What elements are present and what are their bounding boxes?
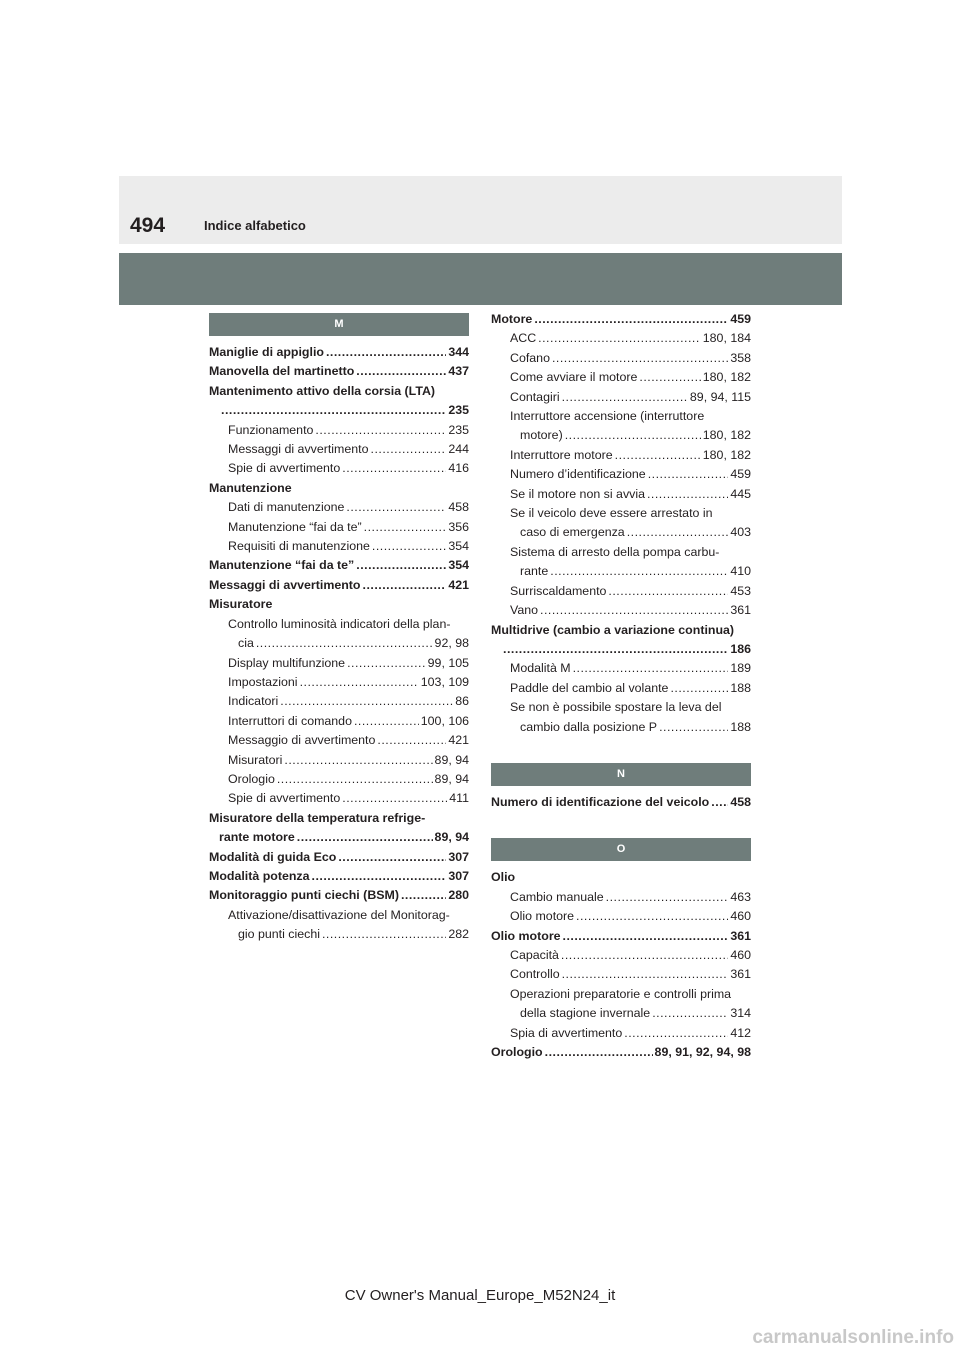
index-entry-page: 307 — [448, 868, 469, 883]
index-entry-page: 361 — [730, 603, 751, 618]
dot-leader — [256, 634, 433, 653]
index-entry — [491, 868, 751, 887]
index-entry — [209, 867, 469, 886]
index-entry-text: Olio motore — [491, 928, 561, 943]
index-entry-page: 361 — [730, 967, 751, 982]
index-entry — [491, 310, 751, 329]
dot-leader — [354, 712, 419, 731]
index-entry-text: Surriscaldamento — [510, 583, 607, 598]
index-entry — [209, 770, 469, 789]
index-entry — [491, 1004, 751, 1023]
index-entry — [491, 388, 751, 407]
dot-leader — [280, 692, 453, 711]
index-entry-text: Manutenzione “fai da te” — [209, 558, 355, 573]
index-entry — [209, 459, 469, 478]
index-entry — [209, 789, 469, 808]
dot-leader — [538, 329, 701, 348]
index-entry-text: Mantenimento attivo della corsia (LTA) — [209, 383, 436, 398]
dot-leader — [346, 498, 446, 517]
index-entry — [491, 329, 751, 348]
index-entry-page: 282 — [448, 927, 469, 942]
index-entry — [209, 809, 469, 828]
index-entry-page: 459 — [730, 312, 751, 326]
letter-heading-m: M — [209, 313, 469, 336]
index-entry-text: Numero d’identificazione — [510, 467, 646, 482]
index-entry-page: 89, 91, 92, 94, 98 — [654, 1045, 751, 1059]
index-entry-text: Misuratori — [228, 752, 283, 767]
dot-leader — [322, 925, 446, 944]
dot-leader — [647, 485, 728, 504]
index-column-right — [491, 310, 751, 1062]
header-dark-band — [119, 253, 842, 305]
index-entry-text: Modalità M — [510, 661, 571, 676]
index-entry-text: caso di emergenza — [520, 525, 625, 540]
index-entry-text: Monitoraggio punti ciechi (BSM) — [209, 888, 399, 903]
index-entry-text: Se il veicolo deve essere arrestato in — [510, 506, 713, 521]
index-entry-page: 180, 182 — [702, 428, 751, 443]
index-entry — [491, 465, 751, 484]
index-entry-text: Indicatori — [228, 694, 279, 709]
dot-leader — [561, 946, 728, 965]
index-entry — [491, 907, 751, 926]
index-entry-text: Messaggio di avvertimento — [228, 733, 376, 748]
index-entry-text: Display multifunzione — [228, 655, 346, 670]
index-entry — [491, 946, 751, 965]
index-entry-page: 186 — [730, 641, 751, 656]
index-entry — [209, 421, 469, 440]
footer-manual-id: CV Owner's Manual_Europe_M52N24_it — [344, 1287, 616, 1304]
section-title: Indice alfabetico — [204, 218, 306, 233]
index-list-o — [491, 868, 751, 1062]
dot-leader — [312, 867, 447, 886]
index-entry-text: Interruttore motore — [510, 447, 613, 462]
dot-leader — [342, 789, 447, 808]
index-entry-page: 92, 98 — [434, 636, 469, 651]
dot-leader — [503, 640, 728, 659]
index-entry-text: Cambio manuale — [510, 889, 604, 904]
dot-leader — [573, 659, 729, 678]
index-entry-text: Controllo — [510, 967, 560, 982]
index-entry-text: Contagiri — [510, 389, 560, 404]
index-entry — [491, 523, 751, 542]
index-entry-page: 354 — [448, 539, 469, 554]
index-entry-page: 189 — [730, 661, 751, 676]
dot-leader — [639, 368, 700, 387]
index-entry — [209, 692, 469, 711]
dot-leader — [401, 886, 446, 905]
index-entry-page: 356 — [448, 519, 469, 534]
index-entry-text: Manutenzione “fai da te” — [228, 519, 362, 534]
index-entry-page: 89, 94 — [434, 830, 469, 845]
index-entry-text: Vano — [510, 603, 539, 618]
index-entry-text: motore) — [520, 428, 563, 443]
dot-leader — [326, 343, 446, 362]
index-entry — [209, 382, 469, 401]
index-entry — [491, 446, 751, 465]
dot-leader — [300, 673, 419, 692]
index-entry-page: 453 — [730, 583, 751, 598]
page-number: 494 — [130, 214, 166, 237]
index-entry-text: Modalità di guida Eco — [209, 849, 337, 864]
index-entry — [209, 343, 469, 362]
dot-leader — [221, 401, 446, 420]
index-entry-text: Messaggi di avvertimento — [209, 577, 361, 592]
index-entry-page: 280 — [448, 888, 469, 903]
dot-leader — [363, 576, 447, 595]
dot-leader — [606, 888, 729, 907]
index-entry-text: Maniglie di appiglio — [209, 345, 324, 359]
index-entry-text: Numero di identificazione del veicolo — [491, 794, 710, 809]
index-entry-text: Orologio — [228, 771, 275, 786]
index-entry-page: 354 — [448, 558, 469, 573]
dot-leader — [552, 349, 728, 368]
index-list-n — [491, 793, 751, 812]
index-entry — [209, 828, 469, 847]
index-entry-text: Paddle del cambio al volante — [510, 680, 669, 695]
index-entry-text: Operazioni preparatorie e controlli prima — [510, 986, 732, 1001]
index-column-left — [209, 310, 469, 945]
dot-leader — [347, 654, 426, 673]
index-entry-page: 103, 109 — [420, 674, 469, 689]
dot-leader — [659, 718, 728, 737]
index-entry — [209, 401, 469, 420]
dot-leader — [550, 562, 728, 581]
index-entry — [491, 965, 751, 984]
dot-leader — [615, 446, 701, 465]
dot-leader — [315, 421, 446, 440]
index-entry-page: 458 — [730, 794, 751, 809]
index-entry — [491, 504, 751, 523]
index-entry — [491, 1043, 751, 1062]
index-entry-page: 188 — [730, 680, 751, 695]
index-entry-text: ACC — [510, 331, 537, 346]
index-entry-page: 458 — [448, 500, 469, 515]
index-entry — [491, 485, 751, 504]
index-entry-page: 89, 94, 115 — [689, 389, 751, 404]
dot-leader — [627, 523, 729, 542]
index-entry-page: 344 — [448, 345, 469, 359]
dot-leader — [711, 793, 728, 812]
index-entry-text: Modalità potenza — [209, 868, 310, 883]
index-list-m-continued — [491, 310, 751, 737]
index-entry — [209, 848, 469, 867]
index-entry — [491, 698, 751, 717]
index-entry — [491, 793, 751, 812]
index-entry-text: Interruttore accensione (interruttore — [510, 409, 705, 424]
index-entry — [491, 407, 751, 426]
index-entry-text: Controllo luminosità indicatori della plan- — [228, 616, 451, 631]
index-entry — [209, 479, 469, 498]
dot-leader — [565, 426, 701, 445]
index-entry — [491, 718, 751, 737]
index-entry-page: 445 — [730, 486, 751, 501]
dot-leader — [540, 601, 728, 620]
index-entry — [491, 640, 751, 659]
index-entry — [491, 368, 751, 387]
index-entry-page: 307 — [448, 849, 469, 864]
index-entry — [209, 634, 469, 653]
index-entry-page: 180, 182 — [702, 447, 751, 462]
index-entry-page: 463 — [730, 889, 751, 904]
index-entry-text: Multidrive (cambio a variazione continua) — [491, 622, 735, 637]
index-entry-page: 358 — [730, 350, 751, 365]
index-entry-page: 188 — [730, 719, 751, 734]
index-entry-page: 403 — [730, 525, 751, 540]
index-entry-page: 412 — [730, 1025, 751, 1040]
index-entry — [491, 888, 751, 907]
index-entry — [209, 576, 469, 595]
index-entry-page: 411 — [449, 791, 469, 806]
dot-leader — [372, 537, 446, 556]
index-entry-text: Misuratore — [209, 597, 273, 612]
index-entry-page: 421 — [448, 577, 469, 592]
index-entry — [491, 1024, 751, 1043]
dot-leader — [371, 440, 447, 459]
index-entry-page: 100, 106 — [420, 713, 469, 728]
index-entry — [209, 751, 469, 770]
index-entry — [491, 985, 751, 1004]
index-entry-text: Spia di avvertimento — [510, 1025, 623, 1040]
index-entry-text: Se il motore non si avvia — [510, 486, 645, 501]
index-entry-text: Funzionamento — [228, 422, 314, 437]
index-entry-page: 460 — [730, 947, 751, 962]
letter-heading-n: N — [491, 763, 751, 786]
index-entry-page: 410 — [730, 564, 751, 579]
index-entry — [209, 654, 469, 673]
index-entry-page: 86 — [455, 694, 469, 709]
index-entry — [491, 562, 751, 581]
dot-leader — [624, 1024, 728, 1043]
index-entry-text: Se non è possibile spostare la leva del — [510, 700, 722, 715]
index-entry-page: 361 — [730, 928, 751, 943]
index-entry — [491, 621, 751, 640]
index-entry-page: 180, 182 — [702, 370, 751, 385]
dot-leader — [338, 848, 446, 867]
index-entry — [209, 537, 469, 556]
index-entry-page: 459 — [730, 467, 751, 482]
index-entry-page: 235 — [448, 403, 469, 418]
index-entry-page: 89, 94 — [434, 752, 469, 767]
index-entry-text: Olio motore — [510, 909, 575, 924]
index-entry — [209, 615, 469, 634]
index-entry-page: 235 — [448, 422, 469, 437]
dot-leader — [356, 362, 446, 381]
index-entry — [491, 659, 751, 678]
index-entry-page: 416 — [448, 461, 469, 476]
index-entry — [491, 582, 751, 601]
index-entry-text: Misuratore della temperatura refrige- — [209, 810, 426, 825]
index-entry — [209, 498, 469, 517]
dot-leader — [648, 465, 729, 484]
index-entry — [209, 595, 469, 614]
dot-leader — [277, 770, 433, 789]
index-entry-text: Manutenzione — [209, 480, 292, 495]
index-entry-text: cia — [238, 636, 254, 651]
index-entry-text: Dati di manutenzione — [228, 500, 345, 515]
index-entry — [209, 362, 469, 381]
index-entry-page: 460 — [730, 909, 751, 924]
dot-leader — [545, 1043, 653, 1062]
index-entry — [491, 349, 751, 368]
dot-leader — [562, 388, 688, 407]
index-entry-text: Messaggi di avvertimento — [228, 442, 369, 457]
index-entry-text: Spie di avvertimento — [228, 791, 341, 806]
index-entry-text: Orologio — [491, 1045, 543, 1059]
index-entry-page: 180, 184 — [702, 331, 751, 346]
index-entry-text: Attivazione/disattivazione del Monitorag- — [228, 907, 450, 922]
dot-leader — [342, 459, 446, 478]
index-entry-page: 244 — [448, 442, 469, 457]
index-entry-text: Olio — [491, 870, 516, 885]
watermark: carmanualsonline.info — [752, 1327, 954, 1348]
index-entry — [209, 556, 469, 575]
index-entry-text: della stagione invernale — [520, 1006, 651, 1021]
index-entry — [209, 731, 469, 750]
dot-leader — [284, 751, 432, 770]
dot-leader — [377, 731, 446, 750]
index-entry-page: 89, 94 — [434, 771, 469, 786]
index-entry — [491, 679, 751, 698]
index-entry — [209, 518, 469, 537]
dot-leader — [534, 310, 728, 329]
dot-leader — [608, 582, 728, 601]
dot-leader — [562, 965, 729, 984]
dot-leader — [364, 518, 447, 537]
index-entry — [209, 440, 469, 459]
dot-leader — [356, 556, 446, 575]
index-entry-page: 437 — [448, 364, 469, 379]
index-entry — [491, 426, 751, 445]
index-entry-text: rante — [520, 564, 549, 579]
index-entry-text: Impostazioni — [228, 674, 298, 689]
dot-leader — [652, 1004, 728, 1023]
index-entry-text: Capacità — [510, 947, 559, 962]
index-entry — [491, 601, 751, 620]
dot-leader — [670, 679, 728, 698]
index-entry — [209, 673, 469, 692]
index-entry-page: 314 — [730, 1006, 751, 1021]
dot-leader — [297, 828, 433, 847]
index-entry-text: Motore — [491, 312, 533, 326]
index-entry — [209, 712, 469, 731]
index-entry — [491, 543, 751, 562]
letter-heading-o: O — [491, 838, 751, 861]
index-entry-text: rante motore — [219, 830, 295, 845]
index-entry-text: Requisiti di manutenzione — [228, 539, 370, 554]
index-list-m — [209, 343, 469, 945]
dot-leader — [563, 927, 729, 946]
index-entry-text: Manovella del martinetto — [209, 364, 355, 379]
index-entry-text: Interruttori di comando — [228, 713, 352, 728]
index-entry-text: cambio dalla posizione P — [520, 719, 658, 734]
index-entry-text: Sistema di arresto della pompa carbu- — [510, 544, 720, 559]
dot-leader — [576, 907, 728, 926]
index-entry — [209, 906, 469, 925]
index-entry-page: 99, 105 — [427, 655, 469, 670]
index-entry — [209, 886, 469, 905]
index-entry — [491, 927, 751, 946]
index-entry-page: 421 — [448, 733, 469, 748]
index-entry-text: Spie di avvertimento — [228, 461, 341, 476]
index-entry — [209, 925, 469, 944]
index-entry-text: Come avviare il motore — [510, 370, 638, 385]
index-entry-text: gio punti ciechi — [238, 927, 320, 942]
index-entry-text: Cofano — [510, 350, 550, 365]
